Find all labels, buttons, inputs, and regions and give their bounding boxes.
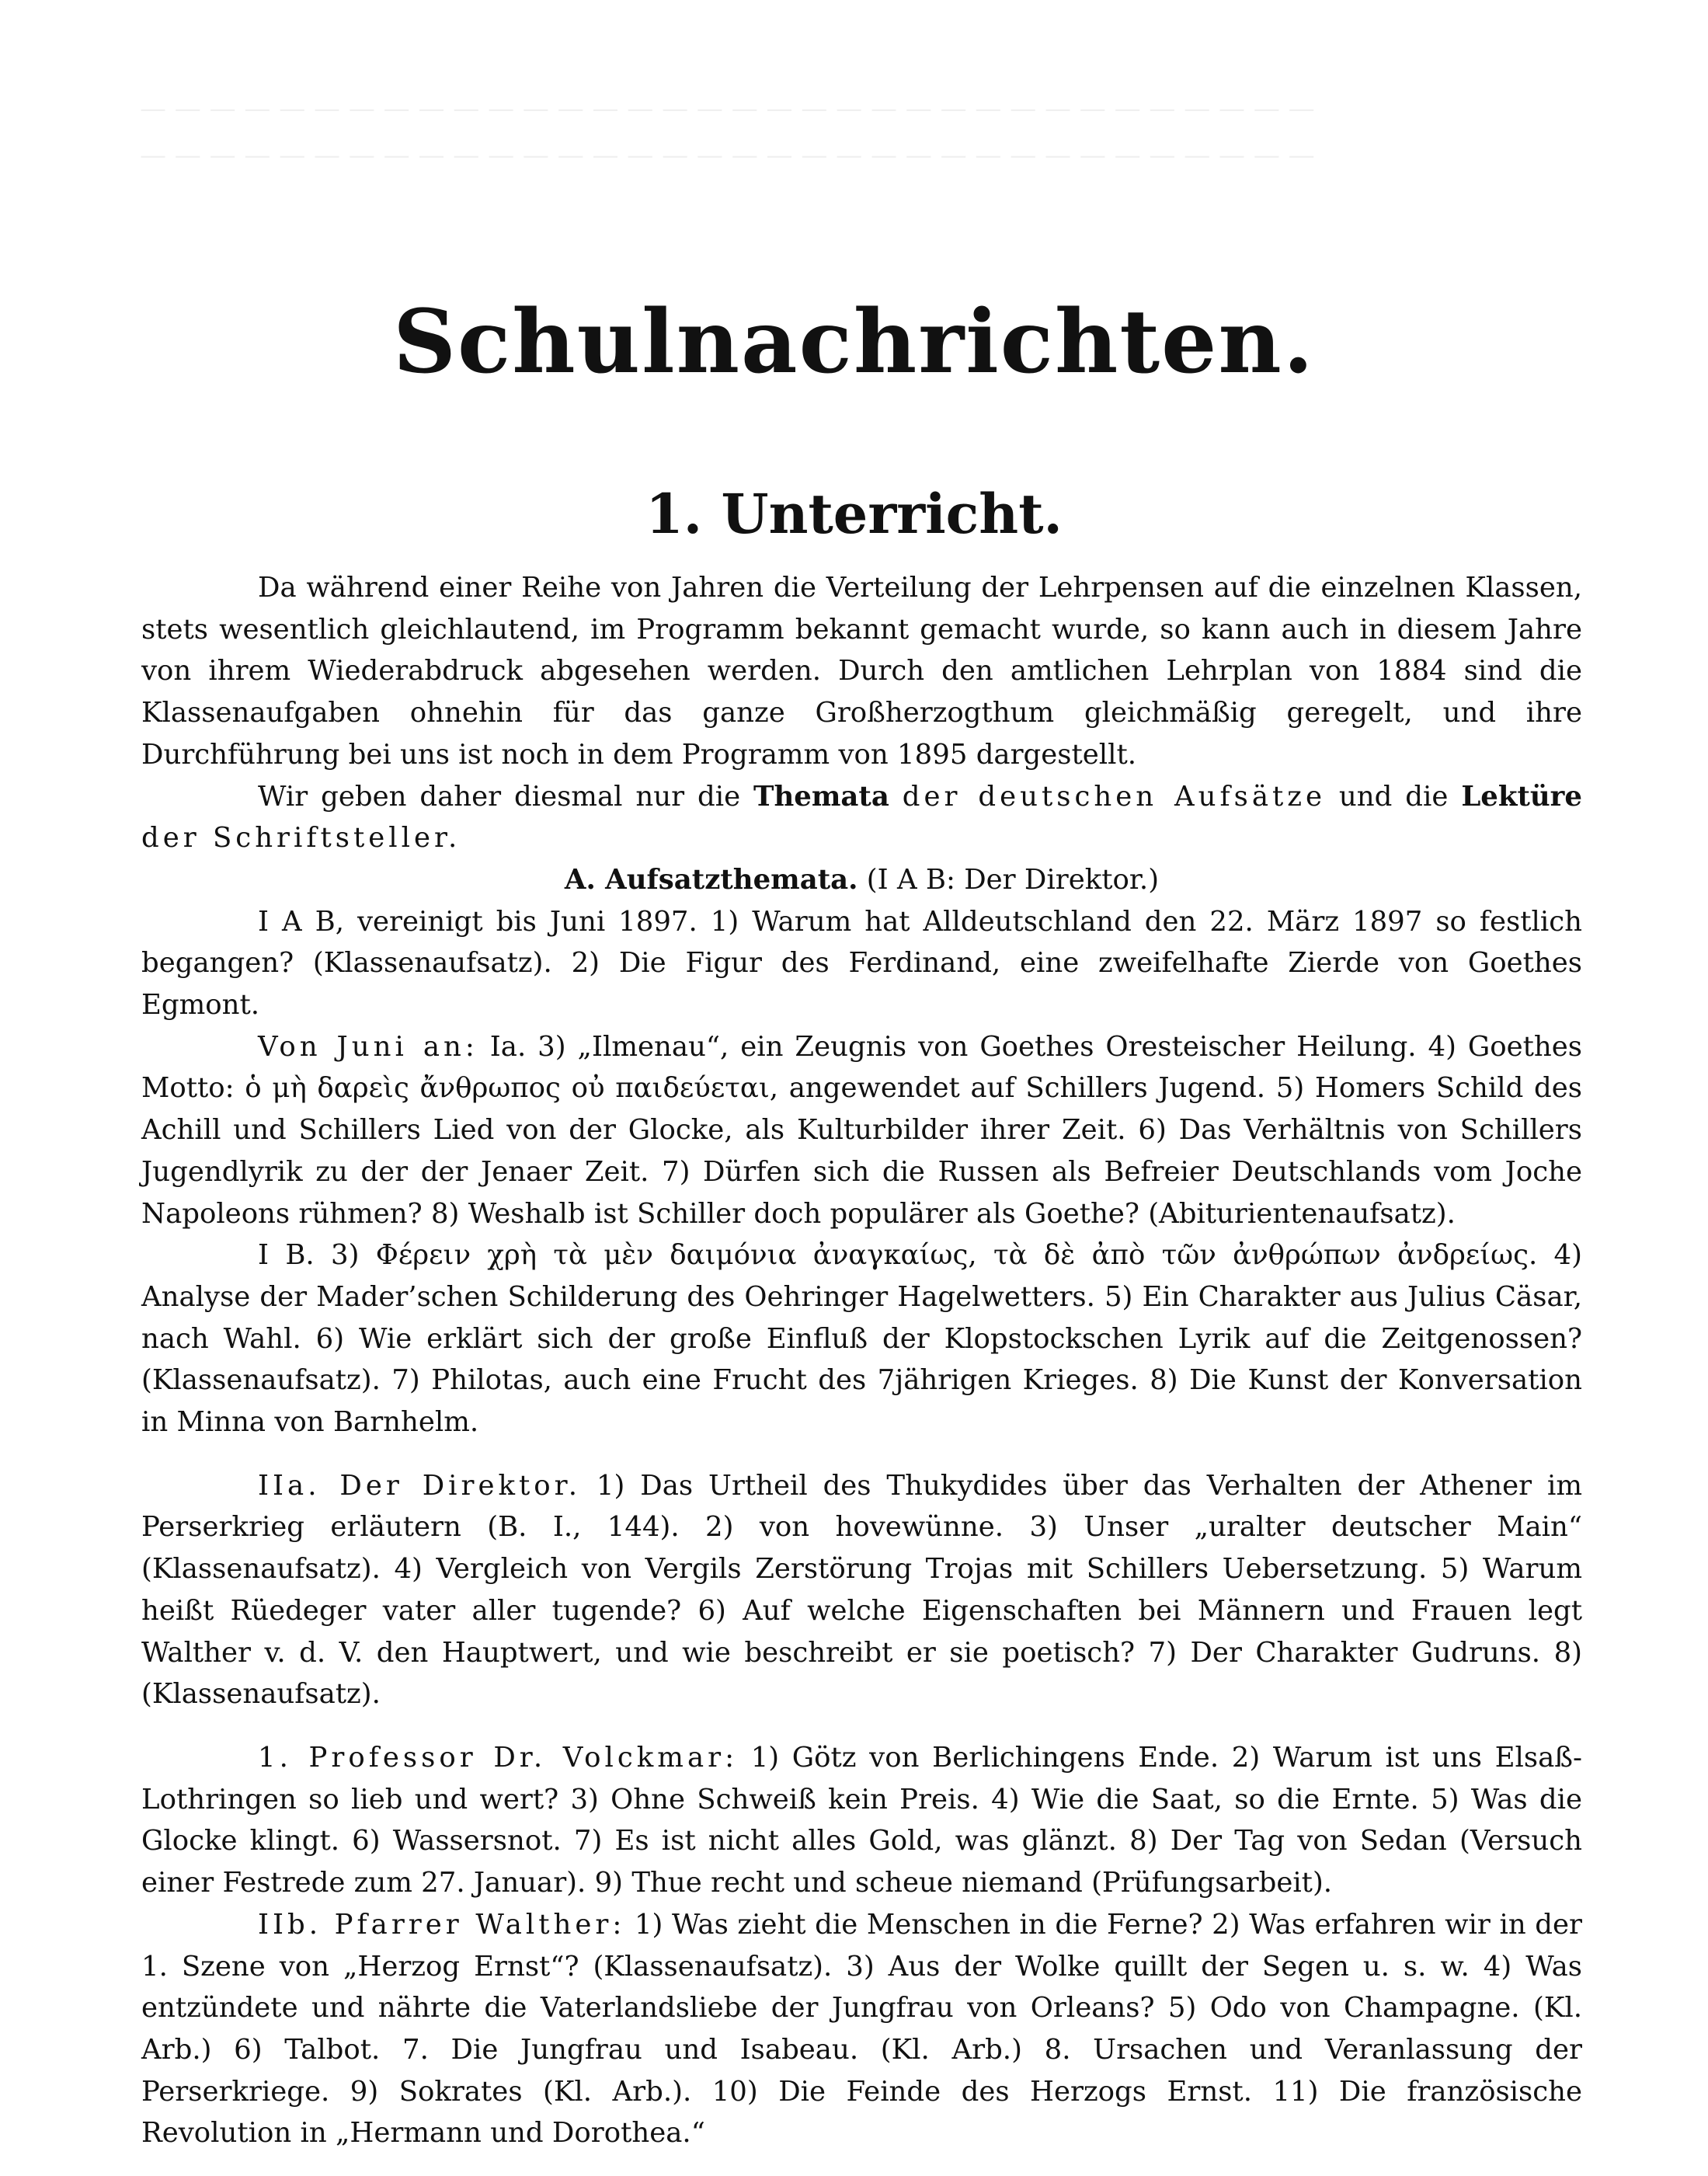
theme-paragraph-5 — [141, 1737, 1582, 1904]
theme-paragraph-6 — [141, 1904, 1582, 2154]
theme-text: Ia. 3) „Ilmenau“, ein Zeugnis von Goethes Oresteischer Heilung. 4) Goethes Motto: ὁ μὴ δαρεὶς ἄνθρωπος οὐ παιδεύεται, angewendet auf Schillers Jugend. 5) Homers Schild des Achill und Schillers Lied von der Glocke, als Kulturbilder ihrer Zeit. 6) Das Verhältnis von Schillers Jugendlyrik zu der der Jenaer Zeit. 7) Dürfen sich die Russen als Befreier Deutschlands vom Joche Napoleons rühmen? 8) Weshalb ist Schiller doch populärer als Goethe? (Abiturientenaufsatz). — [141, 1030, 1582, 1230]
intro-2-pre: Wir geben daher diesmal nur die — [258, 780, 741, 813]
page-title: Schulnachrichten. — [393, 291, 1315, 393]
section-heading: 1. Unterricht. — [645, 482, 1063, 546]
theme-text: 1) Warum hat Alldeutschland den 22. März 1897 so festlich begangen? (Klassenaufsatz). 2) Die Figur des Ferdinand, eine zweifelhafte Zierde von Goethes Egmont. — [141, 905, 1582, 1022]
intro-2-mid: der deutschen Aufsätze — [902, 780, 1326, 813]
theme-lead: IIb. Pfarrer Walther: — [258, 1908, 626, 1941]
subsection-heading — [141, 859, 1582, 901]
body-text — [141, 567, 1582, 2154]
theme-lead: 1. Professor Dr. Volckmar: — [258, 1741, 739, 1774]
intro-paragraph-2 — [141, 776, 1582, 859]
theme-text: 3) Φέρειν χρὴ τὰ μὲν δαιμόνια ἀναγκαίως, τὰ δὲ ἀπὸ τῶν ἀνθρώπων ἀνδρείως. 4) Analyse der Mader’schen Schilderung des Oehringer Hagelwetters. 5) Ein Charakter aus Julius Cäsar, nach Wahl. 6) Wie erklärt sich der große Einfluß der Klopstockschen Lyrik auf die Zeitgenossen? (Klassenaufsatz). 7) Philotas, auch eine Frucht des 7jährigen Krieges. 8) Die Kunst der Konversation in Minna von Barnhelm. — [141, 1239, 1582, 1439]
intro-2-themata: Themata — [753, 780, 889, 813]
theme-paragraph-2 — [141, 1026, 1582, 1235]
subsection-note: (I A B: Der Direktor.) — [866, 863, 1160, 896]
theme-text: 1) Götz von Berlichingens Ende. 2) Warum ist uns Elsaß-Lothringen so lieb und wert? 3) Ohne Schweiß kein Preis. 4) Wie die Saat, so die Ernte. 5) Was die Glocke klingt. 6) Wassersnot. 7) Es ist nicht alles Gold, was glänzt. 8) Der Tag von Sedan (Versuch einer Festrede zum 27. Januar). 9) Thue recht und scheue niemand (Prüfungsarbeit). — [141, 1741, 1582, 1899]
theme-text: 1) Was zieht die Menschen in die Ferne? 2) Was erfahren wir in der 1. Szene von „Herzog Ernst“? (Klassenaufsatz). 3) Aus der Wolke quillt der Segen u. s. w. 4) Was entzündete und nährte die Vaterlandsliebe der Jungfrau von Orleans? 5) Odo von Champagne. (Kl. Arb.) 6) Talbot. 7. Die Jungfrau und Isabeau. (Kl. Arb.) 8. Ursachen und Veranlassung der Perserkriege. 9) Sokrates (Kl. Arb.). 10) Die Feinde des Herzogs Ernst. 11) Die französische Revolution in „Hermann und Dorothea.“ — [141, 1908, 1582, 2150]
subsection-label: A. Aufsatzthemata. — [564, 863, 858, 896]
theme-text: 1) Das Urtheil des Thukydides über das Verhalten der Athener im Perserkrieg erläutern (B. I., 144). 2) von hovewünne. 3) Unser „uralter deutscher Main“ (Klassenaufsatz). 4) Vergleich von Vergils Zerstörung Trojas mit Schillers Uebersetzung. 5) Warum heißt Rüedeger vater aller tugende? 6) Auf welche Eigenschaften bei Männern und Frauen legt Walther v. d. V. den Hauptwert, und wie beschreibt er sie poetisch? 7) Der Charakter Gudruns. 8) (Klassenaufsatz). — [141, 1469, 1582, 1711]
theme-lead: I A B, vereinigt bis Juni 1897. — [258, 905, 697, 938]
intro-2-und: und die — [1338, 780, 1449, 813]
theme-paragraph-4 — [141, 1465, 1582, 1715]
intro-2-lektuere: Lektüre — [1461, 780, 1582, 813]
theme-paragraph-3 — [141, 1234, 1582, 1443]
theme-lead: Von Juni an: — [258, 1030, 478, 1063]
theme-lead: I B. — [258, 1239, 315, 1272]
intro-2-post: der Schriftsteller. — [141, 822, 461, 855]
bleed-through-text: — — — — — — — — — — — — — — — — — — — — — — — — — — — — — — — — — — — — — — — — — — — — — — — — — — — — — — — — — — — — — — — — — — — — — [140, 93, 1315, 171]
intro-paragraph-1: Da während einer Reihe von Jahren die Verteilung der Lehrpensen auf die einzelnen Klassen, stets wesentlich gleichlautend, im Programm bekannt gemacht wurde, so kann auch in diesem Jahre von ihrem Wiederabdruck abgesehen werden. Durch den amtlichen Lehrplan von 1884 sind die Klassenaufgaben ohnehin für das ganze Großherzogthum gleichmäßig geregelt, und ihre Durchführung bei uns ist noch in dem Programm von 1895 dargestellt. — [141, 572, 1582, 771]
theme-lead: IIa. Der Direktor. — [258, 1469, 582, 1502]
theme-paragraph-1 — [141, 901, 1582, 1026]
